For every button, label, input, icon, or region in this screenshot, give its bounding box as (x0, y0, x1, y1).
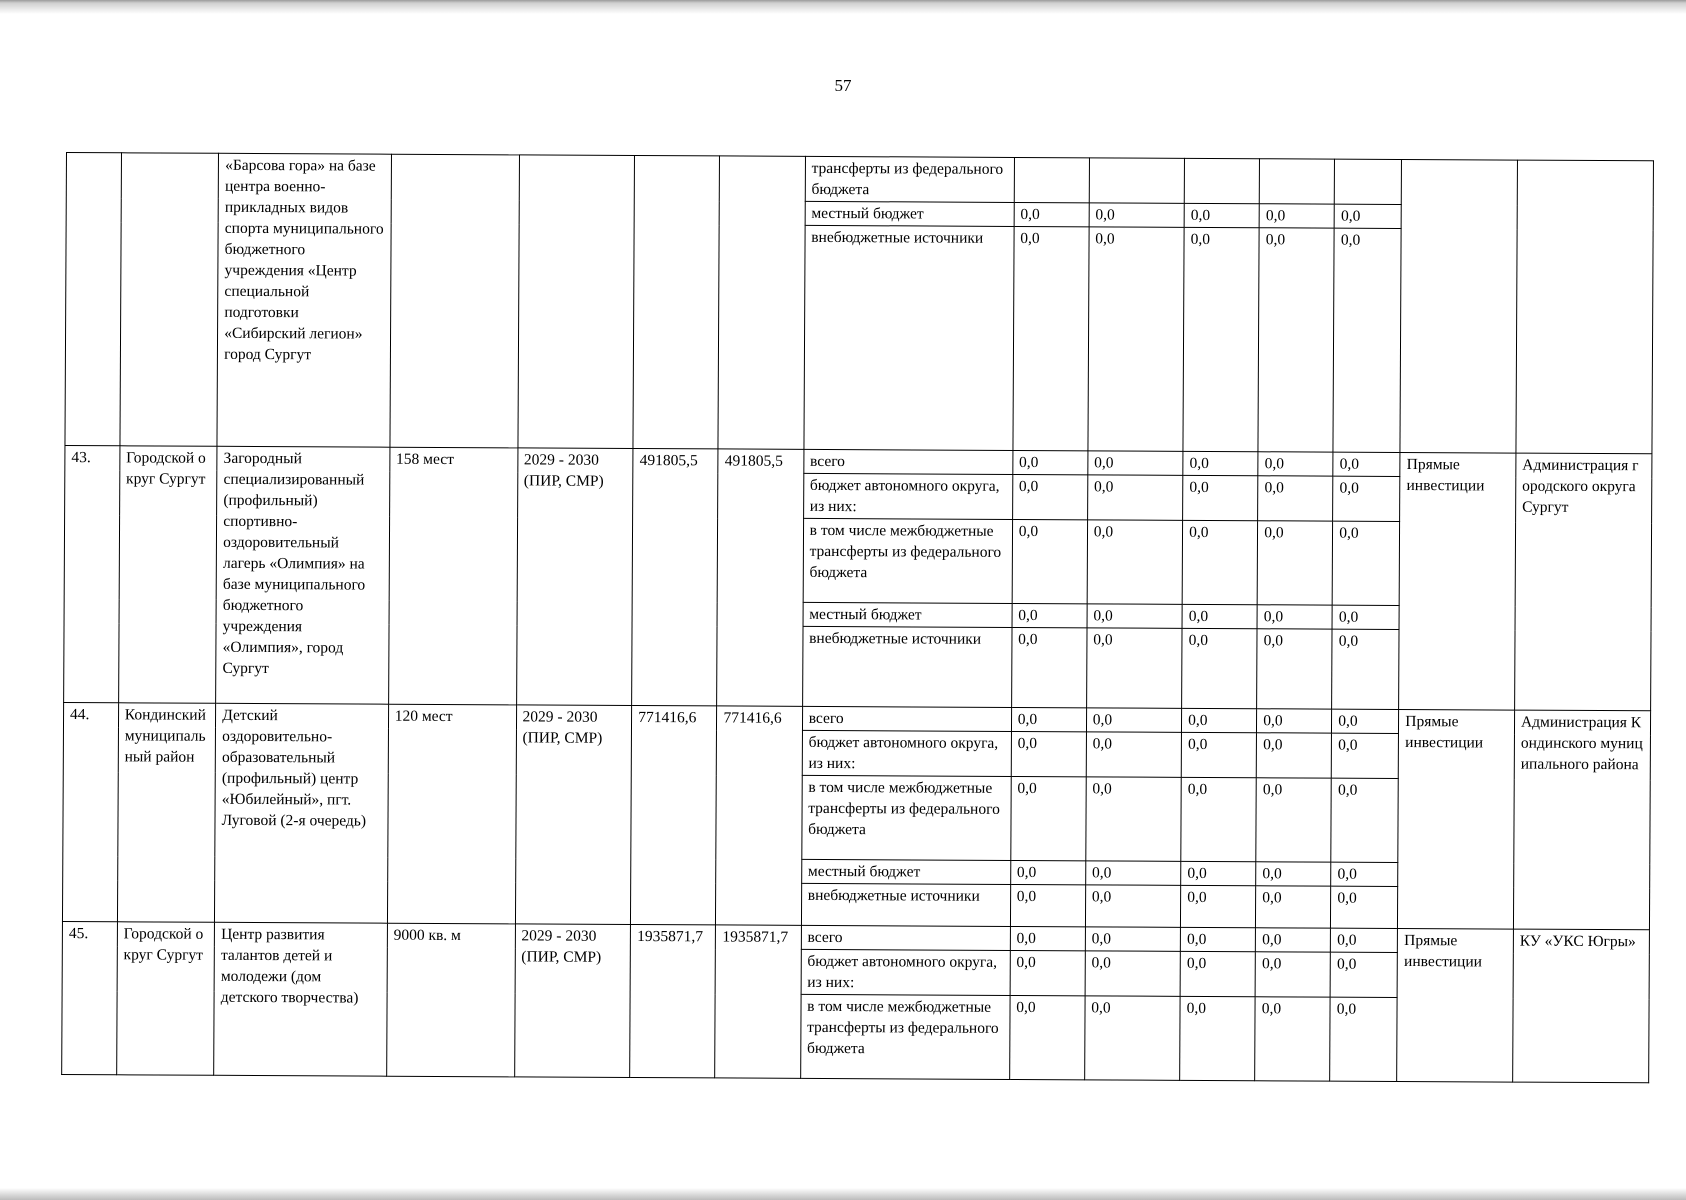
source-cell: внебюджетные источники (801, 883, 1010, 926)
source-cell: в том числе межбюджетные трансферты из федерального бюджета (800, 994, 1009, 1079)
value-cell: 0,0 (1088, 227, 1185, 451)
cost-cell: 771416,6 (716, 706, 802, 925)
value-cell: 0,0 (1011, 731, 1086, 776)
value-cell: 0,0 (1085, 927, 1180, 951)
source-cell: всего (801, 925, 1010, 950)
source-cell: местный бюджет (805, 201, 1014, 226)
source-cell: в том числе межбюджетные трансферты из федерального бюджета (801, 775, 1010, 860)
value-cell: 0,0 (1333, 476, 1400, 521)
value-cell: 0,0 (1255, 997, 1331, 1081)
value-cell: 0,0 (1259, 204, 1334, 228)
period-cell (517, 155, 634, 449)
value-cell: 0,0 (1181, 861, 1256, 885)
cost-cell: 1935871,7 (715, 925, 801, 1078)
capacity-cell (390, 154, 519, 448)
customer-cell: КУ «УКС Югры» (1513, 929, 1650, 1083)
investment-table (61, 152, 1654, 1083)
value-cell: 0,0 (1180, 951, 1255, 996)
page-number: 57 (834, 76, 852, 95)
value-cell: 0,0 (1180, 996, 1256, 1080)
value-cell: 0,0 (1332, 733, 1399, 778)
value-cell: 0,0 (1010, 926, 1085, 950)
value-cell (1259, 159, 1334, 204)
value-cell: 0,0 (1331, 778, 1398, 862)
value-cell: 0,0 (1182, 604, 1257, 628)
scan-edge-top (0, 0, 1686, 20)
value-cell: 0,0 (1256, 928, 1331, 952)
value-cell: 0,0 (1184, 203, 1259, 227)
value-cell: 0,0 (1088, 451, 1183, 475)
value-cell: 0,0 (1014, 202, 1089, 226)
value-cell: 0,0 (1331, 928, 1398, 952)
source-cell: трансферты из федерального бюджета (805, 156, 1014, 202)
customer-cell: Администрация Кондинского муниципального района (1513, 710, 1650, 930)
value-cell: 0,0 (1011, 707, 1086, 731)
value-cell: 0,0 (1332, 521, 1399, 605)
value-cell: 0,0 (1089, 203, 1184, 227)
value-cell: 0,0 (1258, 476, 1333, 521)
source-cell: бюджет автономного округа, из них: (801, 949, 1010, 995)
cost-cell: 771416,6 (631, 705, 717, 924)
municipality-cell: Городской округ Сургут (116, 922, 214, 1076)
value-cell: 0,0 (1084, 996, 1180, 1080)
value-cell: 0,0 (1180, 927, 1255, 951)
cost-cell (718, 156, 805, 449)
period-cell: 2029 - 2030 (ПИР, СМР) (515, 705, 632, 925)
value-cell: 0,0 (1183, 475, 1258, 520)
value-cell: 0,0 (1256, 886, 1331, 928)
source-cell: всего (803, 449, 1012, 474)
value-cell: 0,0 (1086, 777, 1182, 861)
cost-cell: 1935871,7 (630, 924, 716, 1077)
value-cell: 0,0 (1087, 604, 1182, 628)
value-cell: 0,0 (1012, 603, 1087, 627)
value-cell: 0,0 (1334, 204, 1401, 228)
municipality-cell: Городской округ Сургут (118, 446, 217, 704)
form-cell: Прямые инвестиции (1399, 452, 1516, 710)
value-cell: 0,0 (1257, 629, 1332, 709)
value-cell: 0,0 (1183, 451, 1258, 475)
value-cell: 0,0 (1011, 627, 1086, 707)
value-cell: 0,0 (1255, 952, 1330, 997)
value-cell: 0,0 (1010, 950, 1085, 995)
value-cell: 0,0 (1330, 997, 1397, 1081)
municipality-cell: Кондинский муниципальный район (117, 703, 216, 923)
value-cell: 0,0 (1181, 777, 1257, 861)
value-cell: 0,0 (1331, 862, 1398, 886)
value-cell: 0,0 (1010, 776, 1086, 860)
value-cell: 0,0 (1182, 708, 1257, 732)
value-cell: 0,0 (1330, 952, 1397, 997)
num-cell: 44. (62, 702, 118, 921)
source-cell: всего (802, 706, 1011, 731)
cost-cell: 491805,5 (717, 449, 804, 706)
value-cell (1089, 158, 1185, 203)
capacity-cell: 158 мест (388, 447, 517, 705)
value-cell: 0,0 (1009, 995, 1085, 1079)
value-cell (1184, 158, 1259, 203)
cost-cell: 491805,5 (632, 448, 719, 705)
value-cell: 0,0 (1333, 228, 1401, 452)
value-cell: 0,0 (1182, 520, 1258, 604)
source-cell: внебюджетные источники (804, 225, 1014, 450)
table-body (62, 153, 1654, 1083)
form-cell: Прямые инвестиции (1398, 709, 1515, 929)
value-cell: 0,0 (1086, 732, 1182, 777)
value-cell: 0,0 (1086, 628, 1182, 708)
object-cell: «Барсова гора» на базе центра военно-прикладных видов спорта муниципального бюджетного учреждения «Центр специальной подготовки «Сибирский легион» город Сургут (217, 153, 391, 447)
customer-cell (1516, 160, 1654, 454)
source-cell: внебюджетные источники (802, 626, 1011, 707)
value-cell: 0,0 (1333, 452, 1400, 476)
scan-edge-bottom (0, 1188, 1686, 1200)
value-cell: 0,0 (1256, 778, 1332, 862)
value-cell: 0,0 (1010, 884, 1085, 926)
num-cell: 45. (62, 921, 118, 1074)
source-cell: местный бюджет (803, 602, 1012, 627)
value-cell: 0,0 (1332, 709, 1399, 733)
value-cell: 0,0 (1085, 951, 1181, 996)
source-cell: местный бюджет (801, 859, 1010, 884)
value-cell: 0,0 (1087, 520, 1183, 604)
capacity-cell: 120 мест (387, 704, 516, 924)
num-cell: 43. (64, 445, 120, 702)
value-cell: 0,0 (1086, 708, 1181, 732)
capacity-cell: 9000 кв. м (386, 923, 515, 1077)
value-cell: 0,0 (1085, 861, 1180, 885)
value-cell: 0,0 (1331, 886, 1398, 928)
value-cell: 0,0 (1257, 605, 1332, 629)
value-cell: 0,0 (1181, 732, 1256, 777)
customer-cell: Администрация городского округа Сургут (1515, 453, 1652, 711)
municipality-cell (120, 153, 219, 447)
value-cell: 0,0 (1257, 521, 1333, 605)
value-cell: 0,0 (1256, 733, 1331, 778)
value-cell: 0,0 (1012, 474, 1087, 519)
value-cell: 0,0 (1256, 862, 1331, 886)
cost-cell (633, 155, 720, 448)
value-cell: 0,0 (1257, 709, 1332, 733)
value-cell: 0,0 (1012, 519, 1088, 603)
value-cell: 0,0 (1182, 628, 1257, 708)
source-cell: в том числе межбюджетные трансферты из федерального бюджета (803, 518, 1012, 603)
form-cell (1400, 159, 1517, 453)
object-cell: Центр развития талантов детей и молодежи (дом детского творчества) (214, 922, 387, 1076)
form-cell: Прямые инвестиции (1397, 928, 1513, 1082)
value-cell: 0,0 (1332, 629, 1399, 709)
value-cell: 0,0 (1085, 885, 1181, 927)
value-cell (1335, 159, 1402, 204)
table-row (66, 153, 1653, 206)
value-cell: 0,0 (1258, 228, 1334, 452)
value-cell: 0,0 (1181, 885, 1256, 927)
value-cell: 0,0 (1087, 475, 1183, 520)
period-cell: 2029 - 2030 (ПИР, СМР) (514, 924, 630, 1078)
object-cell: Детский оздоровительно-образовательный (профильный) центр «Юбилейный», пгт. Луговой (2-я очередь) (215, 703, 389, 923)
value-cell: 0,0 (1332, 605, 1399, 629)
source-cell: бюджет автономного округа, из них: (803, 473, 1012, 519)
value-cell: 0,0 (1013, 226, 1089, 450)
num-cell (65, 153, 121, 446)
source-cell: бюджет автономного округа, из них: (802, 730, 1011, 776)
value-cell: 0,0 (1010, 860, 1085, 884)
value-cell: 0,0 (1183, 227, 1259, 451)
object-cell: Загородный специализированный (профильный) спортивно-оздоровительный лагерь «Олимпия» на базе муниципального бюджетного учреждения «Олимпия», город Сургут (216, 446, 390, 704)
period-cell: 2029 - 2030 (ПИР, СМР) (516, 448, 633, 706)
value-cell: 0,0 (1258, 452, 1333, 476)
value-cell (1014, 157, 1089, 202)
value-cell: 0,0 (1013, 450, 1088, 474)
